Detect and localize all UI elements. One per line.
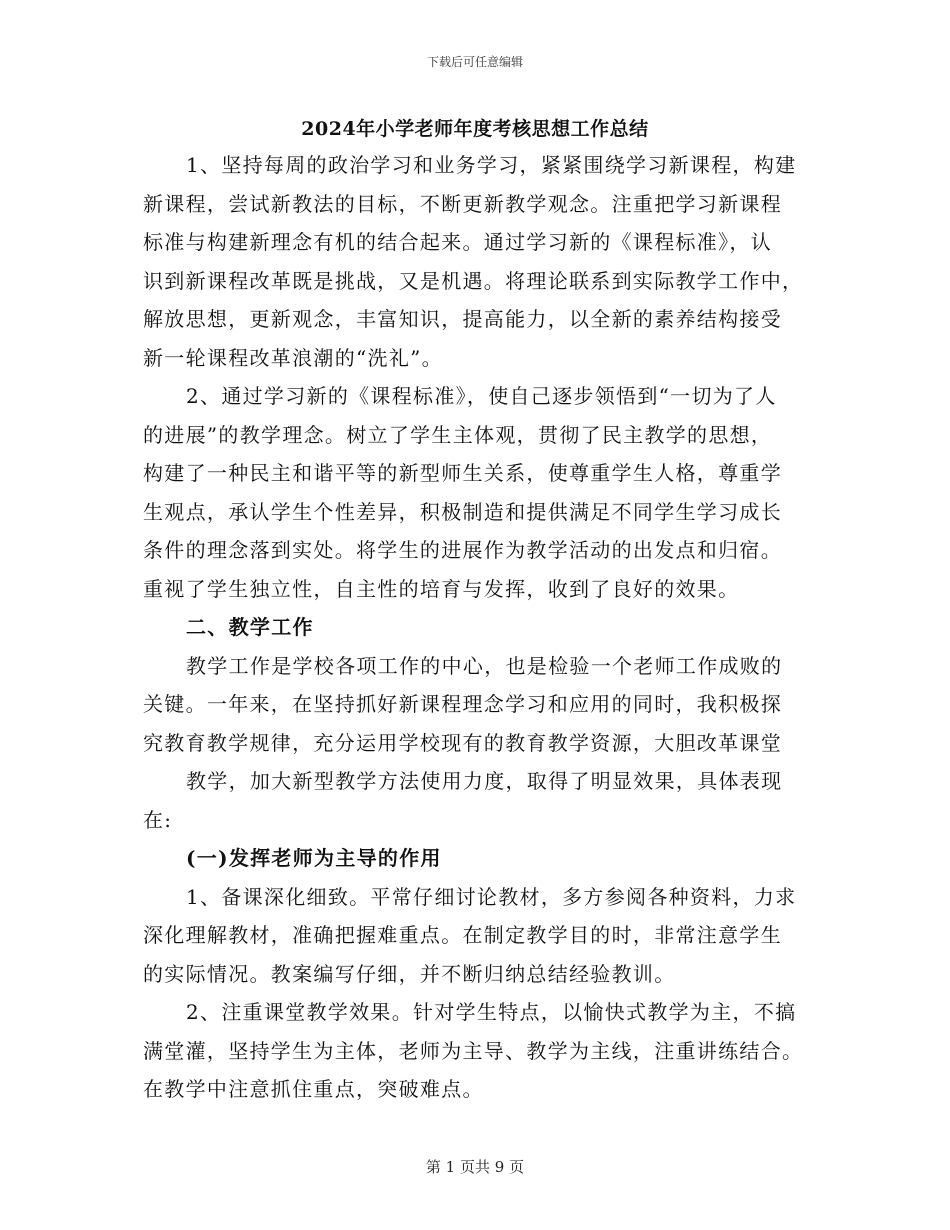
paragraph-line: 教学，加大新型教学方法使用力度，取得了明显效果，具体表现: [186, 769, 783, 793]
paragraph-line: 在:: [143, 807, 173, 832]
paragraph-line: 新课程，尝试新教法的目标，不断更新教学观念。注重把学习新课程: [143, 191, 782, 216]
paragraph-line: 1、坚持每周的政治学习和业务学习，紧紧围绕学习新课程，构建: [186, 153, 797, 177]
paragraph-line: 2、注重课堂教学效果。针对学生特点，以愉快式教学为主，不搞: [186, 1000, 797, 1024]
paragraph-line: 条件的理念落到实处。将学生的进展作为教学活动的出发点和归宿。: [143, 538, 782, 562]
paragraph-line: 识到新课程改革既是挑战，又是机遇。将理论联系到实际教学工作中，: [143, 268, 804, 293]
paragraph-line: 的进展”的教学理念。树立了学生主体观，贯彻了民主教学的思想，: [143, 422, 773, 447]
paragraph-line: 标准与构建新理念有机的结合起来。通过学习新的《课程标准》，认: [143, 230, 772, 254]
paragraph-line: 重视了学生独立性，自主性的培育与发挥，收到了良好的效果。: [143, 576, 740, 601]
section-heading: 二、教学工作: [186, 615, 314, 639]
header-note: 下载后可任意编辑: [426, 55, 523, 69]
paragraph-line: 究教育教学规律，充分运用学校现有的教育教学资源，大胆改革课堂: [143, 730, 782, 755]
paragraph-line: 的实际情况。教案编写仔细，并不断归纳总结经验教训。: [143, 961, 676, 986]
page-footer: 第 1 页共 9 页: [425, 1158, 525, 1176]
paragraph-line: 新一轮课程改革浪潮的“洗礼”。: [143, 345, 443, 370]
paragraph-line: 解放思想，更新观念，丰富知识，提高能力，以全新的素养结构接受: [143, 307, 782, 331]
paragraph-line: 构建了一种民主和谐平等的新型师生关系，使尊重学生人格，尊重学: [143, 461, 782, 485]
paragraph-line: 满堂灌，坚持学生为主体，老师为主导、教学为主线，注重讲练结合。: [143, 1038, 804, 1063]
paragraph-line: 关键。一年来，在坚持抓好新课程理念学习和应用的同时，我积极探: [143, 692, 782, 716]
paragraph-line: 1、备课深化细致。平常仔细讨论教材，多方参阅各种资料，力求: [186, 884, 797, 909]
document-title: 2024年小学老师年度考核思想工作总结: [301, 118, 649, 140]
paragraph-line: 2、通过学习新的《课程标准》，使自己逐步领悟到“一切为了人: [186, 384, 777, 408]
paragraph-line: 教学工作是学校各项工作的中心，也是检验一个老师工作成败的: [186, 653, 783, 678]
paragraph-line: 在教学中注意抓住重点，突破难点。: [143, 1077, 484, 1101]
paragraph-line: 深化理解教材，准确把握难重点。在制定教学目的时，非常注意学生: [143, 923, 782, 947]
subsection-heading: (一)发挥老师为主导的作用: [186, 846, 442, 870]
document-body: [143, 146, 808, 1109]
paragraph-line: 生观点，承认学生个性差异，积极制造和提供满足不同学生学习成长: [143, 499, 782, 524]
